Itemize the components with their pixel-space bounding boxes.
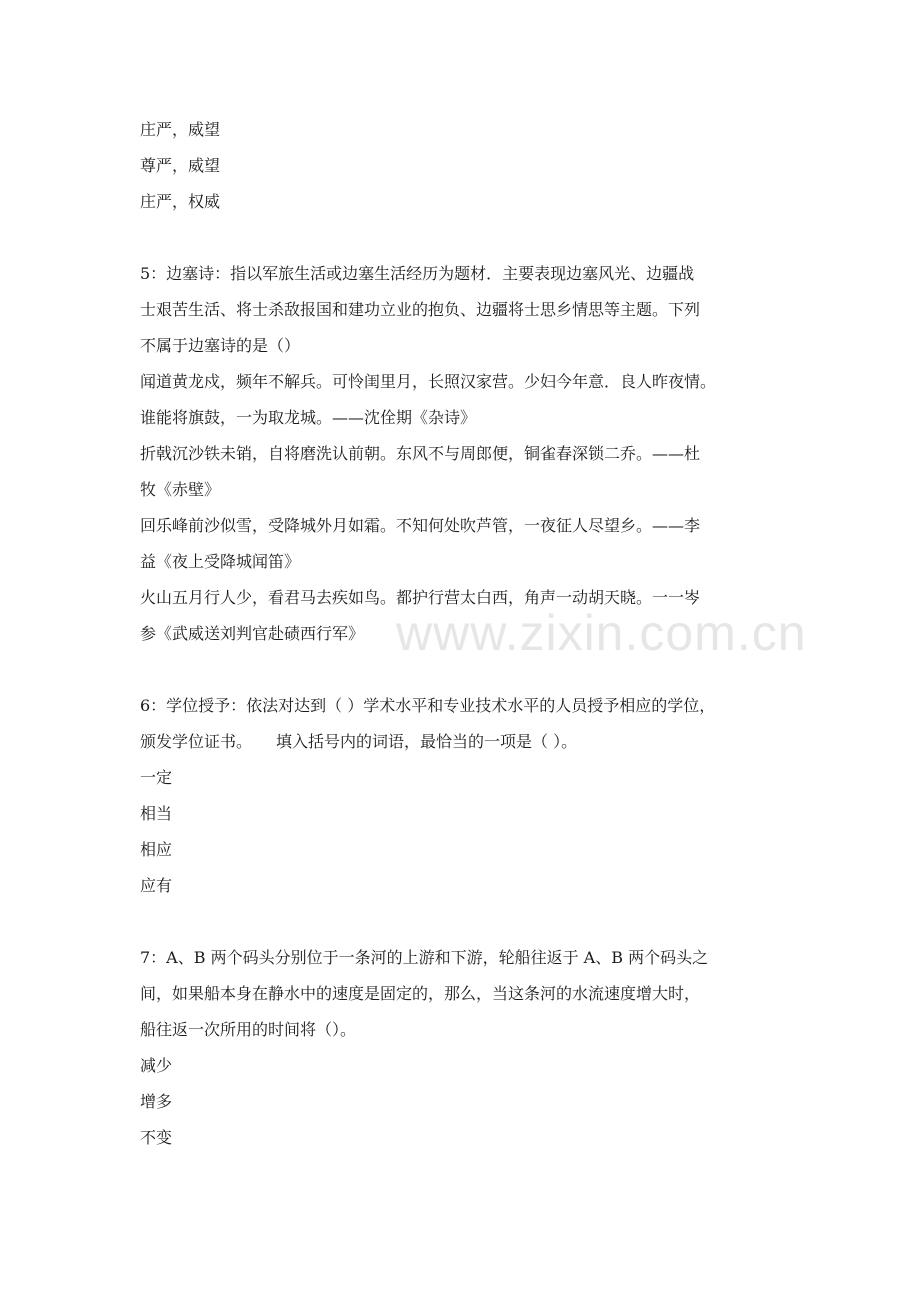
question-6-option: 相当 (140, 804, 173, 823)
question-7-stem-line: 间，如果船本身在静水中的速度是固定的，那么，当这条河的水流速度增大时， (140, 984, 701, 1003)
question-7 (140, 940, 790, 1156)
document-body (140, 112, 790, 1156)
option-b: 尊严，威望 (140, 156, 221, 175)
question-5-option-line: 牧《赤壁》 (140, 480, 221, 499)
question-5-option-line: 闻道黄龙戍，频年不解兵。可怜闺里月，长照汉家营。少妇今年意．良人昨夜情。 (140, 372, 717, 391)
question-5-option-line: 回乐峰前沙似雪，受降城外月如霜。不知何处吹芦管，一夜征人尽望乡。——李 (140, 516, 701, 535)
question-7-option: 减少 (140, 1056, 173, 1075)
question-7-option: 不变 (140, 1128, 173, 1147)
question-5 (140, 256, 790, 652)
question-5-option-line: 折戟沉沙铁未销，自将磨洗认前朝。东风不与周郎便，铜雀春深锁二乔。——杜 (140, 444, 701, 463)
question-6-stem-line: 颁发学位证书。 填入括号内的词语，最恰当的一项是（ ）。 (140, 732, 578, 751)
question-4-options (140, 112, 790, 220)
question-5-stem-line: 5：边塞诗：指以军旅生活或边塞生活经历为题材．主要表现边塞风光、边疆战 (140, 264, 695, 283)
question-5-stem-line: 不属于边塞诗的是（） (140, 336, 301, 355)
question-5-stem-line: 士艰苦生活、将士杀敌报国和建功立业的抱负、边疆将士思乡情思等主题。下列 (140, 300, 701, 319)
option-a: 庄严，威望 (140, 120, 221, 139)
question-5-option-line: 参《武威送刘判官赴碛西行军》 (140, 624, 365, 643)
question-7-option: 增多 (140, 1092, 173, 1111)
question-5-option-line: 益《夜上受降城闻笛》 (140, 552, 301, 571)
question-7-stem-line: 7：A、B 两个码头分别位于一条河的上游和下游，轮船往返于 A、B 两个码头之 (140, 948, 709, 967)
question-6 (140, 688, 790, 904)
watermark: www.zixin.com.cn (396, 605, 807, 661)
question-6-option: 一定 (140, 768, 173, 787)
question-6-option: 应有 (140, 876, 173, 895)
option-c: 庄严，权威 (140, 192, 221, 211)
question-6-option: 相应 (140, 840, 173, 859)
question-7-stem-line: 船往返一次所用的时间将（）。 (140, 1020, 357, 1039)
question-5-option-line: 谁能将旗鼓，一为取龙城。——沈佺期《杂诗》 (140, 408, 477, 427)
question-6-stem-line: 6：学位授予：依法对达到（ ）学术水平和专业技术水平的人员授予相应的学位， (140, 696, 716, 715)
question-5-option-line: 火山五月行人少，看君马去疾如鸟。都护行营太白西，角声一动胡天晓。一一岑 (140, 588, 701, 607)
